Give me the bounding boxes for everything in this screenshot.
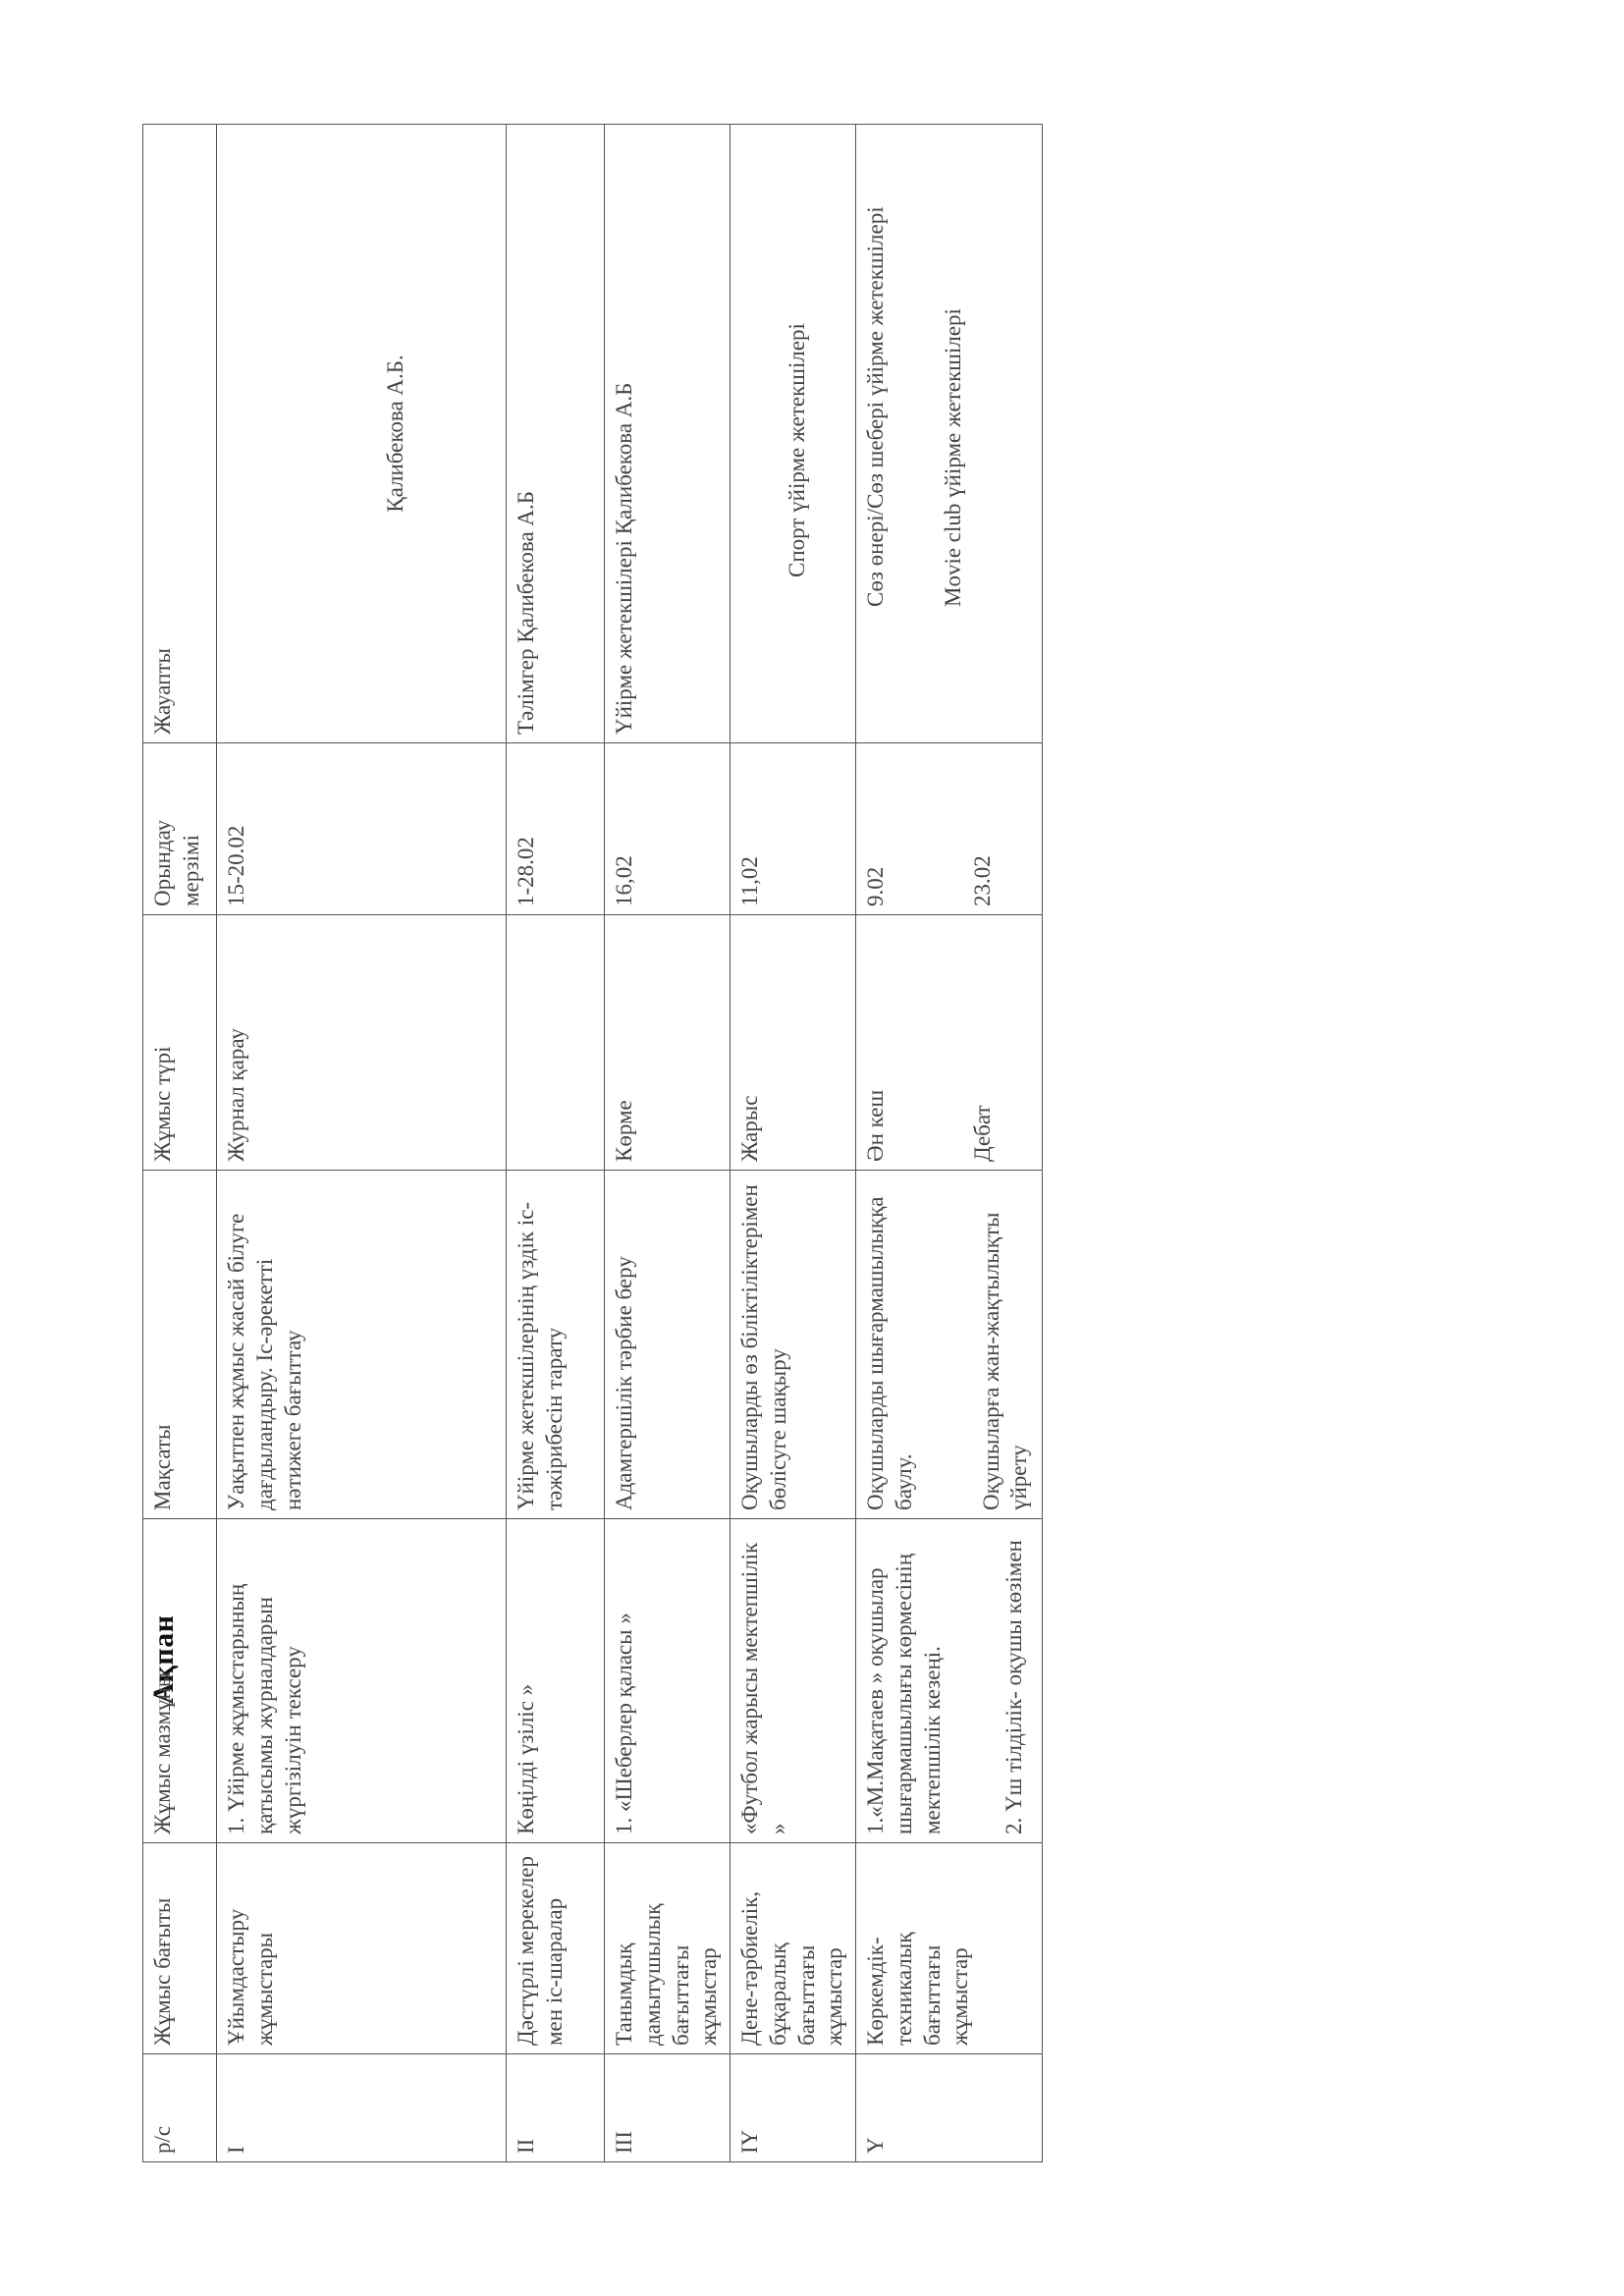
row-type: Жарыс — [731, 915, 856, 1171]
row-goal-cell — [856, 1171, 1043, 1519]
table-row — [731, 125, 856, 2162]
row-type: Журнал қарау — [217, 915, 507, 1171]
header-cell: Жауапты — [143, 125, 217, 743]
row-number: III — [605, 2054, 731, 2162]
row-responsible — [217, 125, 507, 743]
row-type: Көрме — [605, 915, 731, 1171]
row-responsible-text: Қалибекова А.Б. — [382, 355, 407, 513]
row-number: II — [507, 2054, 605, 2162]
row-content-cell — [856, 1519, 1043, 1843]
row-number: I — [217, 2054, 507, 2162]
table-header-row — [143, 125, 217, 2162]
row-content: 1. Үйірме жұмыстарының қатысымы журналдарын жүргізілуін тексеру — [217, 1519, 507, 1843]
table-row — [507, 125, 605, 2162]
row-goal: Адамгершілік тәрбие беру — [605, 1171, 731, 1519]
row-goal: Оқушыларды шығармашылыққа баулу. — [863, 1196, 916, 1510]
row-content: «Футбол жарысы мектепшілік » — [731, 1519, 856, 1843]
row-number: IY — [731, 2054, 856, 2162]
row-responsible: Үйірме жетекшілері Қалибекова А.Б — [605, 125, 731, 743]
table-row — [856, 125, 1043, 2162]
page-title: Ақпан — [147, 1614, 180, 1705]
table-row — [217, 125, 507, 2162]
row-content: 1.«М.Мақатаев » оқушылар шығармашылығы көрмесінің мектепшілік кезеңі. — [863, 1553, 945, 1834]
header-cell: Мақсаты — [143, 1171, 217, 1519]
spacer — [891, 923, 969, 1162]
row-content: 1. «Шеберлер қаласы » — [605, 1519, 731, 1843]
row-responsible-text: Спорт үйірме жетекшілері — [785, 323, 809, 577]
row-type-second: Дебат — [969, 1105, 995, 1162]
row-number: Y — [856, 2054, 1043, 2162]
row-type — [507, 915, 605, 1171]
row-date-second: 23.02 — [969, 855, 995, 906]
row-date: 9.02 — [863, 866, 888, 906]
row-goal: Оқушыларды өз біліктіліктерімен бөлісуге шақыру — [731, 1171, 856, 1519]
header-cell: Орындау мерзімі — [143, 743, 217, 915]
spacer — [919, 1178, 978, 1510]
header-cell: р/с — [143, 2054, 217, 2162]
header-cell: Жұмыс бағыты — [143, 1843, 217, 2054]
row-type: Ән кеш — [863, 1089, 888, 1162]
row-date-cell — [856, 743, 1043, 915]
row-type-cell — [856, 915, 1043, 1171]
header-cell: Жұмыс түрі — [143, 915, 217, 1171]
row-goal: Үйірме жетекшілерінің үздік іс-тәжірибесін тарату — [507, 1171, 605, 1519]
row-direction: Танымдық дамытушылық бағыттағы жұмыстар — [605, 1843, 731, 2054]
row-responsible: Тәлімгер Қалибекова А.Б — [507, 125, 605, 743]
row-direction: Ұйымдастыру жұмыстары — [217, 1843, 507, 2054]
row-responsible: Сөз өнері/Сөз шебері үйірме жетекшілері — [863, 206, 888, 607]
row-responsible — [731, 125, 856, 743]
row-date: 16,02 — [605, 743, 731, 915]
row-date: 11,02 — [731, 743, 856, 915]
row-direction: Көркемдік-техникалық бағыттағы жұмыстар — [856, 1843, 1043, 2054]
header-cell: Жұмыс мазмұны — [143, 1519, 217, 1843]
row-date: 15-20.02 — [217, 743, 507, 915]
row-responsible-second: Movie club үйірме жетекшілері — [940, 308, 965, 607]
row-goal-second: Оқушыларға жан-жақтылықты үйрету — [978, 1212, 1032, 1510]
spacer — [891, 133, 940, 735]
plan-table — [142, 124, 1043, 2162]
spacer — [947, 1527, 1001, 1834]
row-goal: Уақытпен жұмыс жасай білуге дағдыландыру. Іс-әрекетті нәтижеге бағыттау — [217, 1171, 507, 1519]
row-content-second: 2. Үш тілділік- оқушы көзімен — [1001, 1540, 1027, 1834]
row-direction: Дене-тәрбиелік, бұқаралық бағыттағы жұмыстар — [731, 1843, 856, 2054]
table-row — [605, 125, 731, 2162]
rotated-sheet — [142, 98, 1222, 2160]
row-direction: Дәстүрлі мерекелер мен іс-шаралар — [507, 1843, 605, 2054]
spacer — [891, 751, 969, 906]
row-date: 1-28.02 — [507, 743, 605, 915]
row-responsible-cell — [856, 125, 1043, 743]
row-content: Көңілді үзіліс » — [507, 1519, 605, 1843]
